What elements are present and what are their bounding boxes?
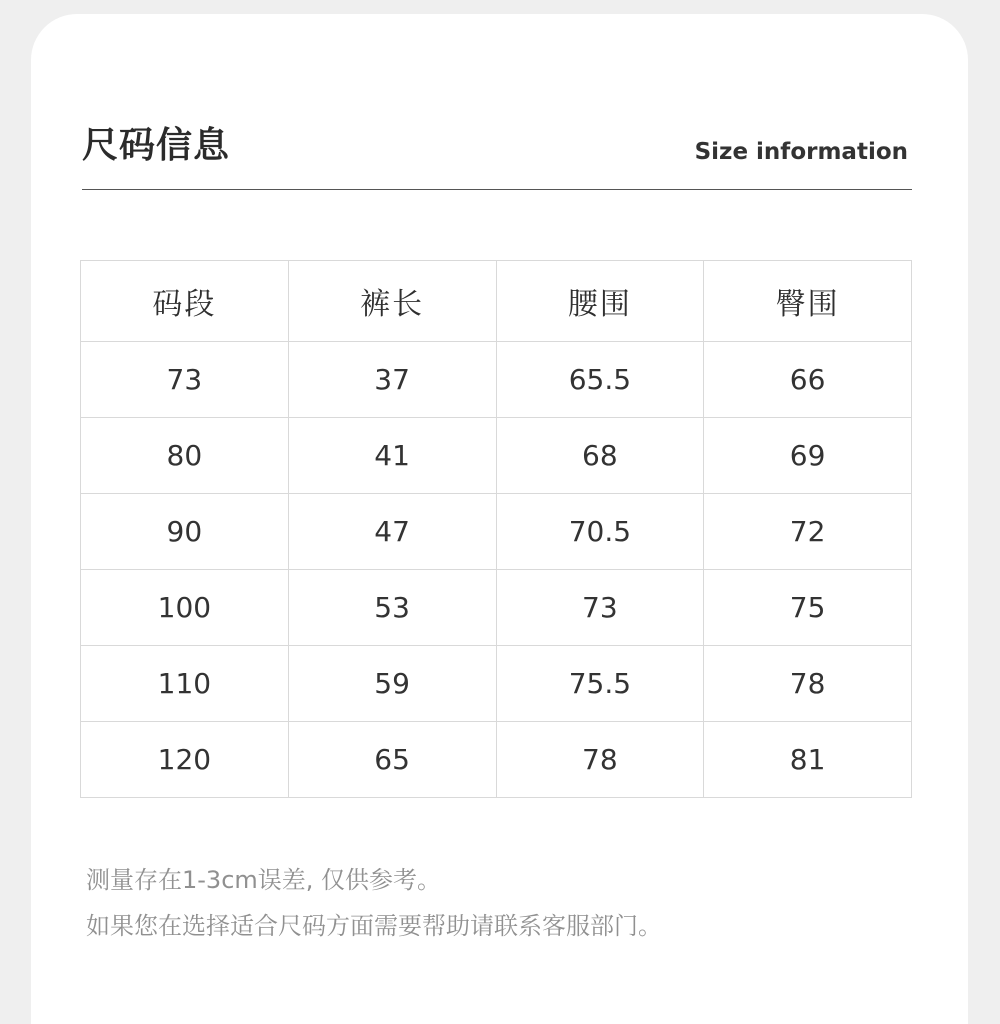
table-row <box>81 494 912 570</box>
table-cell: 41 <box>288 418 496 494</box>
table-cell: 80 <box>81 418 289 494</box>
table-cell: 100 <box>81 570 289 646</box>
table-row <box>81 646 912 722</box>
table-cell: 110 <box>81 646 289 722</box>
page-subtitle: Size information <box>694 139 908 165</box>
table-cell: 37 <box>288 342 496 418</box>
table-row <box>81 418 912 494</box>
table-row <box>81 722 912 798</box>
table-cell: 81 <box>704 722 912 798</box>
table-cell: 70.5 <box>496 494 704 570</box>
table-cell: 75 <box>704 570 912 646</box>
table-header-row <box>81 261 912 342</box>
table-cell: 65 <box>288 722 496 798</box>
table-cell: 73 <box>496 570 704 646</box>
table-cell: 66 <box>704 342 912 418</box>
size-table <box>80 260 912 798</box>
table-cell: 59 <box>288 646 496 722</box>
table-cell: 68 <box>496 418 704 494</box>
help-note: 如果您在选择适合尺码方面需要帮助请联系客服部门。 <box>86 912 662 940</box>
table-cell: 78 <box>496 722 704 798</box>
table-cell: 78 <box>704 646 912 722</box>
table-cell: 53 <box>288 570 496 646</box>
table-cell: 72 <box>704 494 912 570</box>
table-cell: 69 <box>704 418 912 494</box>
column-header-waist: 腰围 <box>496 261 704 342</box>
table-row <box>81 570 912 646</box>
table-cell: 65.5 <box>496 342 704 418</box>
table-cell: 73 <box>81 342 289 418</box>
column-header-size-range: 码段 <box>81 261 289 342</box>
page-title: 尺码信息 <box>82 125 231 166</box>
column-header-pants-length: 裤长 <box>288 261 496 342</box>
table-cell: 90 <box>81 494 289 570</box>
column-header-hip: 臀围 <box>704 261 912 342</box>
table-cell: 75.5 <box>496 646 704 722</box>
title-divider <box>82 189 912 190</box>
notes <box>86 857 662 949</box>
table-row <box>81 342 912 418</box>
table-cell: 120 <box>81 722 289 798</box>
table-cell: 47 <box>288 494 496 570</box>
measurement-note: 测量存在1-3cm误差, 仅供参考。 <box>86 866 442 894</box>
